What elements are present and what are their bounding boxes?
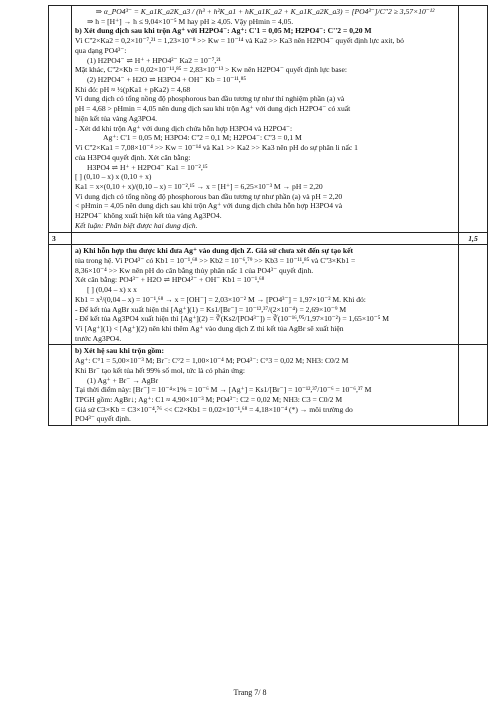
answer-content bbox=[72, 6, 459, 233]
answer-line: Vì dung dịch có tổng nồng độ phosphorous ban đầu tương tự như phần (a) và pH = 2,20 bbox=[75, 191, 343, 201]
score-cell bbox=[459, 6, 488, 233]
answer-line: PO4³⁻ quyết định. bbox=[75, 414, 131, 424]
question-number bbox=[49, 345, 72, 426]
answer-line: Giả sử C3×Kb = C3×10⁻⁴,⁷⁶ << C2×Kb1 = 0,02×10⁻¹,⁶⁸ = 4,18×10⁻⁴ (*) → môi trường do bbox=[75, 404, 353, 414]
answer-line: [ ] (0,10 – x) x (0,10 + x) bbox=[75, 172, 152, 182]
answer-content bbox=[72, 245, 459, 345]
answer-line: (2) H2PO4⁻ + H2O ⇌ H3PO4 + OH⁻ Kb = 10⁻¹¹,⁸⁵ bbox=[87, 75, 246, 85]
page-footer: Trang 7/ 8 bbox=[233, 688, 267, 697]
answer-line: ⇒ h = [H⁺] → h ≤ 9,04×10⁻⁵ M hay pH ≥ 4,05. Vậy pHmin = 4,05. bbox=[87, 16, 294, 26]
answer-line: - Để kết tủa AgBr xuất hiện thì [Ag⁺](1) = Ks1/[Br⁻] = 10⁻¹²,³⁷/(2×10⁻⁴) = 2,69×10⁻⁹ M bbox=[75, 304, 347, 314]
answer-line: qua dạng PO4³⁻: bbox=[75, 45, 127, 55]
answer-line: [ ] (0,04 – x) x x bbox=[87, 285, 137, 295]
answer-row bbox=[49, 345, 488, 426]
answer-line: Vì C''2×Ka1 = 7,08×10⁻⁴ >> Kw = 10⁻¹⁴ và Ka1 >> Ka2 >> Ka3 nên pH do sự phân li nấc 1 bbox=[75, 143, 358, 153]
answer-line: Kết luận: Phân biệt được hai dung dịch. bbox=[75, 220, 198, 230]
answer-row bbox=[49, 245, 488, 345]
answer-line: H2PO4⁻ không xuất hiện kết tủa vàng Ag3PO4. bbox=[75, 211, 222, 221]
answer-line: a) Khi hỗn hợp thu được khi đưa Ag⁺ vào dung dịch Z. Giả sử chưa xét đến sự tạo kết bbox=[75, 246, 354, 256]
answer-line: (1) Ag⁺ + Br⁻ → AgBr bbox=[87, 375, 159, 385]
answer-line: Tại thời điểm này: [Br⁻] = 10⁻⁴×1% = 10⁻⁶ M → [Ag⁺] = Ks1/[Br⁻] = 10⁻¹²,³⁷/10⁻⁶ = 10⁻⁶,³⁷ M bbox=[75, 385, 372, 395]
question-number bbox=[49, 6, 72, 233]
answer-line: TPGH gồm: AgBr↓; Ag⁺: C1 ≈ 4,90×10⁻³ M; PO4³⁻: C2 = 0,02 M; NH3: C3 = C0/2 M bbox=[75, 395, 343, 405]
answer-line: H3PO4 ⇌ H⁺ + H2PO4⁻ Ka1 = 10⁻²,¹⁵ bbox=[87, 162, 208, 172]
answer-line: Vì [Ag⁺](1) < [Ag⁺](2) nên khi thêm Ag⁺ vào dung dịch Z thì kết tủa AgBr sẽ xuất hiện bbox=[75, 324, 344, 333]
answer-line: hiện kết tủa vàng Ag3PO4. bbox=[75, 113, 158, 123]
answer-line: Vì C''2×Ka2 = 0,2×10⁻⁷,²¹ = 1,23×10⁻⁸ >> Kw = 10⁻¹⁴ và Ka2 >> Ka3 nên H2PO4⁻ quyết định lực axit, bỏ bbox=[75, 36, 404, 46]
answer-line: 8,36×10⁻⁴ >> Kw nên pH do cân bằng thủy phân nấc 1 của PO4³⁻ quyết định. bbox=[75, 265, 314, 275]
answer-line: Vì dung dịch có tổng nồng độ phosphorous ban đầu tương tự như thí nghiệm phần (a) và bbox=[75, 94, 345, 104]
answer-line: b) Xét dung dịch sau khi trộn Ag⁺ với H2PO4⁻: Ag⁺: C'1 = 0,05 M; H2PO4⁻: C''2 = 0,20 M bbox=[75, 26, 372, 36]
answer-line: Khi Br⁻ tạo kết tủa hết 99% số mol, tức là có phản ứng: bbox=[75, 365, 245, 375]
answer-line: Khi đó: pH ≈ ½(pKa1 + pKa2) = 4,68 bbox=[75, 84, 191, 94]
answer-line: - Xét dd khi trộn Ag⁺ với dung dịch chứa hỗn hợp H3PO4 và H2PO4⁻: bbox=[75, 123, 293, 133]
score-cell bbox=[459, 345, 488, 426]
score-cell: 1,5 bbox=[459, 232, 488, 245]
answer-content bbox=[72, 232, 459, 245]
answer-line: < pHmin = 4,05 nên dung dịch sau khi trộn Ag⁺ với dung dịch chứa hỗn hợp H3PO4 và bbox=[75, 201, 343, 211]
answer-line: b) Xét hệ sau khi trộn gồm: bbox=[75, 346, 165, 356]
answer-line: Kb1 = x²/(0,04 – x) = 10⁻¹,⁶⁸ → x = [OH⁻] = 2,03×10⁻² M → [PO4³⁻] = 1,97×10⁻² M. Khi đó: bbox=[75, 294, 366, 304]
answer-row bbox=[49, 232, 488, 245]
answer-line: Xét cân bằng: PO4³⁻ + H2O ⇌ HPO4²⁻ + OH⁻ Kb1 = 10⁻¹,⁶⁸ bbox=[75, 275, 265, 285]
answer-line: của H3PO4 quyết định. Xét cân bằng: bbox=[75, 152, 191, 162]
question-number bbox=[49, 245, 72, 345]
answer-row bbox=[49, 6, 488, 233]
answer-line: (1) H2PO4⁻ ⇌ H⁺ + HPO4²⁻ Ka2 = 10⁻⁷,²¹ bbox=[87, 55, 221, 65]
answer-table-body bbox=[49, 6, 488, 426]
question-number: 3 bbox=[49, 232, 72, 245]
answer-line: - Để kết tủa Ag3PO4 xuất hiện thì [Ag⁺](2) = ∛(Ks2/[PO4³⁻]) = ∛(10⁻¹⁶,⁰⁵/1,97×10⁻²) = 1,65×10⁻⁵ M bbox=[75, 314, 390, 324]
score-cell bbox=[459, 245, 488, 345]
answer-line: ⇒ α_PO4³⁻ = K_a1K_a2K_a3 / (h³ + h²K_a1 + hK_a1K_a2 + K_a1K_a2K_a3) = [PO4³⁻]/C''2 ≥ 3,57×10⁻¹² bbox=[95, 7, 435, 16]
answer-line: Mặt khác, C''2×Kb = 0,02×10⁻¹¹,⁸⁵ = 2,83×10⁻¹³ > Kw nên H2PO4⁻ quyết định lực base: bbox=[75, 65, 347, 75]
answer-line: Ag⁺: C'1 = 0,05 M; H3PO4: C''2 = 0,1 M; H2PO4⁻: C''3 = 0,1 M bbox=[103, 133, 302, 143]
answer-line: pH = 4,68 > pHmin = 4,05 nên dung dịch sau khi trộn Ag⁺ với dung dịch H2PO4⁻ có xuất bbox=[75, 104, 351, 114]
answer-line: tủa trong hệ. Vì PO4³⁻ có Kb1 = 10⁻¹,⁶⁸ >> Kb2 = 10⁻⁶,⁷⁹ >> Kb3 = 10⁻¹¹,⁸⁵ và C''3×Kb1 = bbox=[75, 255, 356, 265]
answer-line: Ag⁺: C°1 = 5,00×10⁻³ M; Br⁻: C°2 = 1,00×10⁻⁴ M; PO4³⁻: C°3 = 0,02 M; NH3: C0/2 M bbox=[75, 356, 349, 366]
answer-content bbox=[72, 345, 459, 426]
answer-table bbox=[48, 5, 488, 426]
answer-line: Ka1 = x×(0,10 + x)/(0,10 – x) = 10⁻²,¹⁵ → x = [H⁺] = 6,25×10⁻³ M → pH = 2,20 bbox=[75, 181, 323, 191]
answer-line: trước Ag3PO4. bbox=[75, 333, 122, 343]
